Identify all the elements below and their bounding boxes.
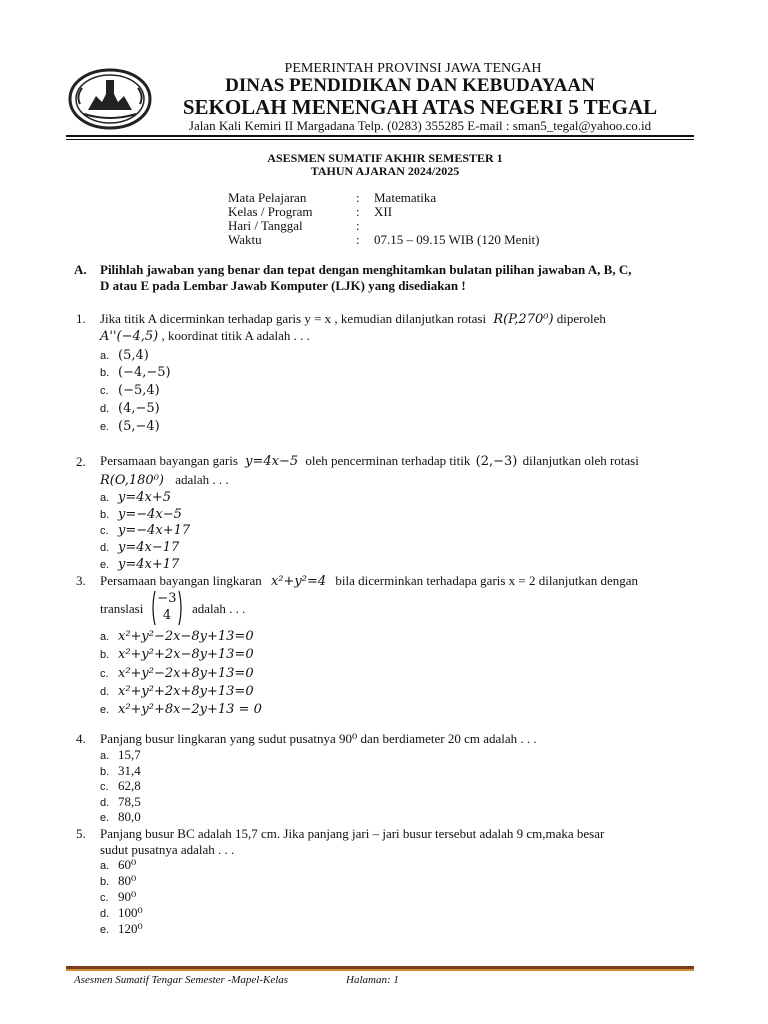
option-letter: b. — [100, 367, 110, 379]
info-row-subject: Mata Pelajaran : Matematika — [228, 190, 437, 205]
question-3-text-line2b — [192, 601, 245, 617]
option-letter: e. — [100, 559, 110, 571]
exam-academic-year: TAHUN AJARAN 2024/2025 — [310, 164, 460, 178]
option-letter: c. — [100, 385, 109, 397]
option-text: y=4x+17 — [118, 557, 180, 572]
option-text: 15,7 — [118, 747, 141, 762]
footer-divider-light — [66, 969, 694, 971]
vector-bottom: 4 — [162, 608, 172, 623]
question-1-text-line2 — [100, 328, 310, 344]
option-text: (−5,4) — [118, 383, 160, 398]
question-3-text-b: bila dicerminkan terhadapa garis x = 2 dilanjutkan dengan — [335, 573, 638, 588]
question-1-text-line1 — [100, 311, 606, 327]
option-letter: a. — [100, 350, 110, 362]
question-2-text-c: dilanjutkan oleh rotasi — [522, 453, 639, 468]
option-text: 120⁰ — [118, 921, 143, 936]
option-letter: b. — [100, 649, 110, 661]
option-letter: e. — [100, 924, 110, 936]
header-school-name: SEKOLAH MENENGAH ATAS NEGERI 5 TEGAL — [182, 95, 658, 119]
question-4-option-b[interactable] — [100, 763, 141, 779]
info-row-time: Waktu : 07.15 – 09.15 WIB (120 Menit) — [228, 232, 540, 247]
question-2-line-equation: y=4x−5 — [245, 454, 299, 469]
question-1-option-e[interactable] — [100, 418, 160, 434]
info-row-class: Kelas / Program : XII — [228, 204, 393, 219]
question-2-option-d[interactable] — [100, 539, 179, 555]
option-letter: c. — [100, 668, 109, 680]
question-5-text-line2: sudut pusatnya adalah . . . — [100, 842, 235, 857]
option-text: x²+y²+2x−8y+13=0 — [118, 647, 254, 662]
option-text: (−4,−5) — [118, 365, 171, 380]
question-2-text-d: adalah . . . — [175, 472, 229, 487]
question-5-option-b[interactable] — [100, 873, 136, 889]
question-3-option-a[interactable] — [100, 628, 254, 644]
option-text: y=−4x+17 — [118, 523, 191, 538]
option-text: (5,4) — [118, 348, 149, 363]
question-2-option-c[interactable] — [100, 522, 190, 538]
question-2-option-b[interactable] — [100, 506, 182, 522]
question-2-point: (2,−3) — [475, 454, 518, 469]
question-4-option-c[interactable] — [100, 778, 141, 794]
section-instruction-line2: D atau E pada Lembar Jawab Komputer (LJK) yang disediakan ! — [100, 278, 466, 293]
option-letter: d. — [100, 908, 110, 920]
question-4-option-a[interactable] — [100, 747, 141, 763]
footer-left-text: Asesmen Sumatif Tengar Semester -Mapel-Kelas — [74, 974, 289, 986]
question-4-number: 4. — [76, 731, 86, 746]
question-2-text-line1 — [100, 453, 639, 469]
question-3-circle-equation: x²+y²=4 — [270, 574, 327, 589]
question-5-option-e[interactable] — [100, 921, 143, 937]
question-1-number: 1. — [76, 311, 86, 326]
option-letter: d. — [100, 403, 110, 415]
header-department-line: DINAS PENDIDIKAN DAN KEBUDAYAAN — [225, 75, 595, 96]
option-text: (4,−5) — [118, 401, 160, 416]
option-letter: d. — [100, 542, 110, 554]
option-letter: c. — [100, 781, 109, 793]
question-2-rotation: R(O,180⁰) — [100, 473, 164, 488]
question-1-text-b: diperoleh — [556, 311, 606, 326]
header-divider-thin — [66, 139, 694, 140]
question-3-text-line1 — [100, 573, 638, 589]
question-3-option-e[interactable] — [100, 701, 262, 717]
question-1-option-b[interactable] — [100, 364, 171, 380]
question-1-option-d[interactable] — [100, 400, 160, 416]
option-letter: e. — [100, 812, 110, 824]
question-3-text-c: translasi — [100, 601, 144, 616]
exam-info-table — [228, 191, 540, 247]
question-3-text-d: adalah . . . — [192, 601, 246, 616]
exam-title: ASESMEN SUMATIF AKHIR SEMESTER 1 — [267, 151, 503, 165]
option-letter: e. — [100, 421, 110, 433]
option-text: y=4x+5 — [118, 490, 172, 505]
question-2-text-line2 — [100, 472, 229, 488]
province-emblem-icon — [66, 66, 154, 132]
option-letter: e. — [100, 704, 110, 716]
section-instruction-line1: Pilihlah jawaban yang benar dan tepat dengan menghitamkan bulatan pilihan jawaban A, B, C, — [100, 262, 632, 277]
option-text: 90⁰ — [118, 889, 137, 904]
option-text: y=4x−17 — [118, 540, 180, 555]
question-5-option-a[interactable] — [100, 857, 136, 873]
option-letter: a. — [100, 631, 110, 643]
question-3-option-c[interactable] — [100, 665, 254, 681]
question-5-text-line1: Panjang busur BC adalah 15,7 cm. Jika panjang jari – jari busur tersebut adalah 9 cm,maka besar — [100, 826, 605, 841]
option-text: 80,0 — [118, 809, 141, 824]
header-divider — [66, 135, 694, 137]
header-address: Jalan Kali Kemiri II Margadana Telp. (0283) 355285 E-mail : sman5_tegal@yahoo.co.id — [188, 118, 652, 133]
question-3-option-d[interactable] — [100, 683, 254, 699]
question-1-image-point: A''(−4,5) — [100, 329, 159, 344]
option-text: x²+y²+8x−2y+13 = 0 — [118, 702, 262, 717]
option-text: 80⁰ — [118, 873, 137, 888]
question-2-text-a: Persamaan bayangan garis — [100, 453, 238, 468]
option-text: 62,8 — [118, 778, 141, 793]
question-4-option-e[interactable] — [100, 809, 141, 825]
header-government-line: PEMERINTAH PROVINSI JAWA TENGAH — [284, 61, 542, 76]
question-2-option-e[interactable] — [100, 556, 179, 572]
option-letter: c. — [100, 892, 109, 904]
option-letter: b. — [100, 509, 110, 521]
option-text: 100⁰ — [118, 905, 143, 920]
option-letter: d. — [100, 686, 110, 698]
question-1-rotation: R(P,270⁰) — [493, 312, 554, 327]
question-5-option-c[interactable] — [100, 889, 136, 905]
info-row-date: Hari / Tanggal : — [228, 218, 360, 233]
vector-top: −3 — [157, 591, 177, 606]
option-letter: a. — [100, 860, 110, 872]
option-letter: a. — [100, 750, 110, 762]
question-5-option-d[interactable] — [100, 905, 143, 921]
question-1-option-c[interactable] — [100, 382, 160, 398]
option-text: 78,5 — [118, 794, 141, 809]
option-letter: a. — [100, 492, 110, 504]
question-2-number: 2. — [76, 454, 86, 469]
vector-bracket-right-icon — [178, 590, 184, 626]
option-text: 60⁰ — [118, 857, 137, 872]
question-4-option-d[interactable] — [100, 794, 141, 810]
question-3-text-a: Persamaan bayangan lingkaran — [100, 573, 262, 588]
option-letter: c. — [100, 525, 109, 537]
question-3-number: 3. — [76, 573, 86, 588]
option-text: 31,4 — [118, 763, 141, 778]
option-text: (5,−4) — [118, 419, 160, 434]
question-1-option-a[interactable] — [100, 347, 149, 363]
question-2-option-a[interactable] — [100, 489, 171, 505]
section-letter: A. — [74, 262, 87, 277]
question-2-text-b: oleh pencerminan terhadap titik — [305, 453, 471, 468]
option-text: x²+y²+2x+8y+13=0 — [118, 684, 254, 699]
option-letter: d. — [100, 797, 110, 809]
option-letter: b. — [100, 876, 110, 888]
question-3-option-b[interactable] — [100, 646, 254, 662]
question-1-text-a: Jika titik A dicerminkan terhadap garis y = x , kemudian dilanjutkan rotasi — [100, 311, 487, 326]
question-3-translation-vector — [150, 590, 184, 626]
option-text: x²+y²−2x+8y+13=0 — [118, 666, 254, 681]
question-5-number: 5. — [76, 826, 86, 841]
option-text: x²+y²−2x−8y+13=0 — [118, 629, 254, 644]
option-text: y=−4x−5 — [118, 507, 182, 522]
question-1-text-c: , koordinat titik A adalah . . . — [161, 328, 310, 343]
footer-page-number: Halaman: 1 — [346, 974, 399, 986]
question-4-text: Panjang busur lingkaran yang sudut pusatnya 90⁰ dan berdiameter 20 cm adalah . . . — [100, 731, 537, 746]
question-3-text-line2 — [100, 601, 143, 617]
option-letter: b. — [100, 766, 110, 778]
